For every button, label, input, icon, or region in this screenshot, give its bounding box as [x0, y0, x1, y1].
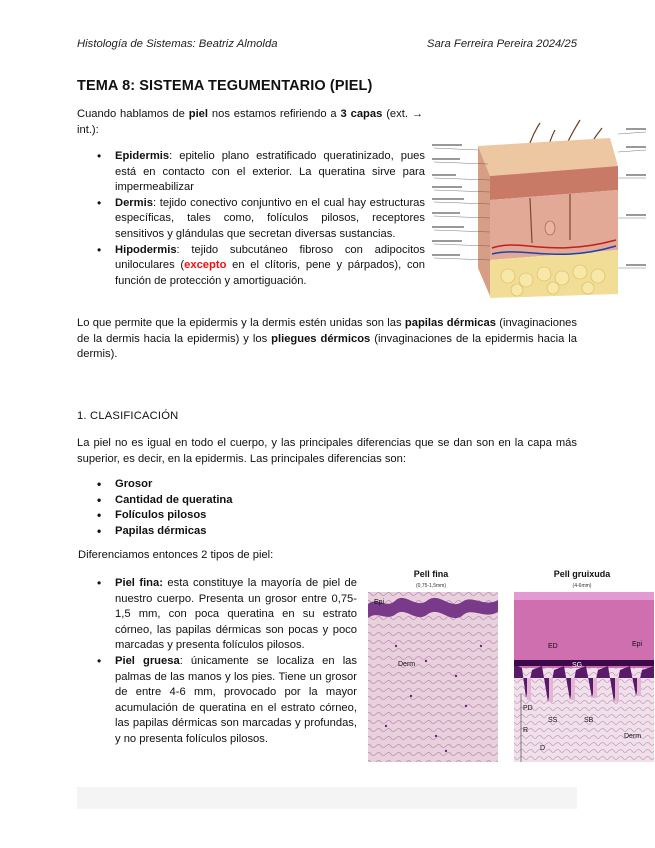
micro-gruesa-sub: (4-6mm) [572, 583, 592, 589]
layers-list [77, 149, 425, 289]
list-item: • Dermis: tejido conectivo conjuntivo en el cual hay estructuras específicas, tales como, folículos pilosos, receptores sensitivos y glándulas que secretan diversas sustancias. [77, 196, 425, 243]
micro-label-sg: SG [572, 662, 583, 669]
micro-label-epi-thick: Epi [632, 641, 643, 648]
micrograph-figure [366, 566, 655, 762]
micro-fina-title: Pell fina [413, 569, 449, 579]
header-right: Sara Ferreira Pereira 2024/25 [426, 38, 577, 50]
differences-list [77, 477, 377, 539]
micro-label-ed: ED [548, 643, 558, 650]
list-item: • Papilas dérmicas [77, 524, 377, 540]
micro-label-d: D [540, 745, 546, 752]
micro-label-sb: SB [584, 717, 594, 724]
micro-fina-sub: (0,75-1,5mm) [415, 583, 447, 589]
skin-types-list [77, 576, 357, 748]
micro-label-pd: PD [523, 705, 533, 712]
micro-label-ss: SS [548, 717, 558, 724]
types-intro: Diferenciamos entonces 2 tipos de piel: [78, 549, 274, 561]
header-left: Histología de Sistemas: Beatriz Almolda [77, 38, 278, 50]
list-item: • Piel gruesa: únicamente se localiza en las palmas de las manos y los pies. Tiene un grosor de entre 4-6 mm, provocado por la mayor acumulación de queratina en el estrato córneo, las papilas dérmicas son marcadas y profundas, y no presenta folículos pilosos. [77, 654, 357, 748]
skin-diagram-illustration [430, 118, 650, 300]
intro-paragraph: Cuando hablamos de piel nos estamos refiriendo a 3 capas (ext. → int.): [77, 108, 423, 136]
micro-gruesa-title: Pell gruixuda [553, 569, 611, 579]
section-heading: 1. CLASIFICACIÓN [77, 410, 179, 422]
footer-band [77, 787, 577, 809]
list-item: • Grosor [77, 477, 377, 493]
list-item: • Epidermis: epitelio plano estratificado queratinizado, pues está en contacto con el exterior. La queratina sirve para impermeabilizar [77, 149, 425, 196]
skin-diagram [430, 118, 650, 300]
list-item: • Piel fina: esta constituye la mayoría de piel de nuestro cuerpo. Presenta un grosor entre 0,75-1,5 mm, con poca queratina en su estrato córneo, las papilas dérmicas son pocas y poco marcadas y presenta folículos pilosos. [77, 576, 357, 654]
clasificacion-paragraph: La piel no es igual en todo el cuerpo, y las principales diferencias que se dan son en la capa más superior, es decir, en la epidermis. Las principales diferencias son: [77, 437, 577, 465]
list-item: • Folículos pilosos [77, 508, 377, 524]
thick-skin-micrograph [514, 592, 654, 762]
page-title: TEMA 8: SISTEMA TEGUMENTARIO (PIEL) [77, 78, 373, 94]
thin-skin-micrograph [368, 592, 498, 762]
list-item: • Cantidad de queratina [77, 493, 377, 509]
micro-label-epi: Epi [374, 599, 385, 606]
list-item: • Hipodermis: tejido subcutáneo fibroso con adipocitos uniloculares (excepto en el clítoris, pene y párpados), con función de protección y amortiguación. [77, 243, 425, 290]
papilas-paragraph: Lo que permite que la epidermis y la dermis estén unidas son las papilas dérmicas (invaginaciones de la dermis hacia la epidermis) y los pliegues dérmicos (invaginaciones de la epidermis hacia la dermis). [77, 317, 577, 361]
micro-label-derm: Derm [398, 661, 416, 668]
micro-label-r: R [523, 727, 529, 734]
micro-label-derm-thick: Derm [624, 733, 642, 740]
